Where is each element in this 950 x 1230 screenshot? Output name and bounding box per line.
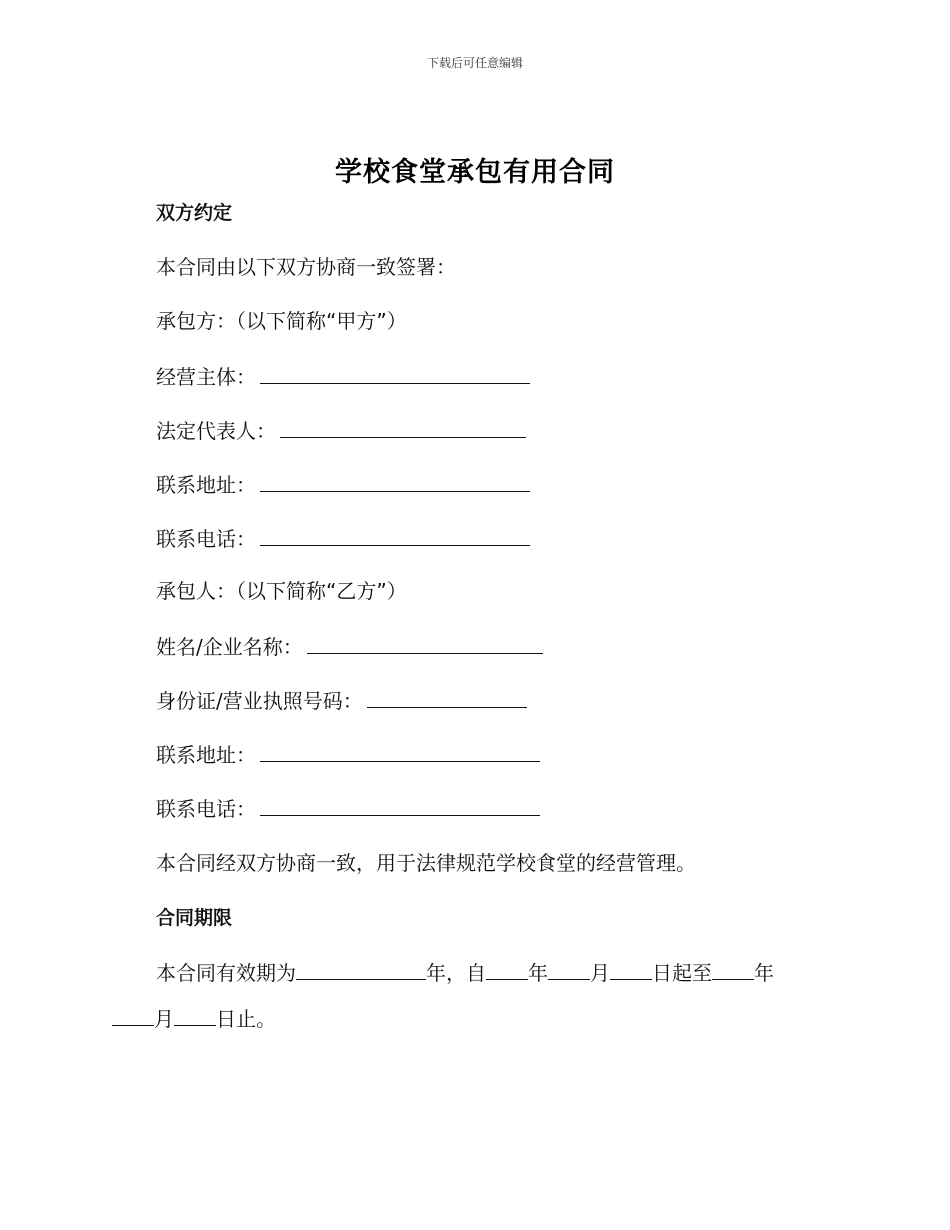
b-phone-field[interactable] (260, 793, 540, 816)
purpose-text: 本合同经双方协商一致，用于法律规范学校食堂的经营管理。 (156, 851, 696, 875)
a-entity-field[interactable] (260, 361, 530, 384)
term-text-p8: 日止。 (216, 1007, 276, 1031)
start-month-field[interactable] (548, 957, 590, 980)
b-address-label: 联系地址： (156, 743, 256, 767)
term-text-p2: 年，自 (426, 961, 486, 985)
a-address-row (156, 469, 530, 499)
start-day-field[interactable] (610, 957, 652, 980)
a-phone-field[interactable] (260, 523, 530, 546)
a-rep-row (156, 415, 526, 445)
section-heading-term: 合同期限 (156, 907, 233, 929)
b-phone-label: 联系电话： (156, 797, 256, 821)
a-entity-row (156, 361, 530, 391)
a-address-field[interactable] (260, 469, 530, 492)
a-rep-label: 法定代表人： (156, 419, 276, 443)
end-month-field[interactable] (112, 1003, 154, 1026)
b-address-field[interactable] (260, 739, 540, 762)
term-text-p5: 日起至 (652, 961, 712, 985)
a-phone-row (156, 523, 530, 553)
a-entity-label: 经营主体： (156, 365, 256, 389)
term-text-p1: 本合同有效期为 (156, 961, 296, 985)
section-heading-parties: 双方约定 (156, 202, 233, 224)
term-row-1 (156, 957, 774, 987)
a-address-label: 联系地址： (156, 473, 256, 497)
b-id-label: 身份证/营业执照号码： (156, 689, 363, 713)
b-name-row (156, 631, 543, 661)
term-duration-field[interactable] (296, 957, 426, 980)
start-year-field[interactable] (486, 957, 528, 980)
party-b-label: 承包人：（以下简称“乙方”） (156, 579, 407, 603)
b-phone-row (156, 793, 540, 823)
term-text-p4: 月 (590, 961, 610, 985)
contract-title: 学校食堂承包有用合同 (335, 157, 615, 188)
a-rep-field[interactable] (280, 415, 526, 438)
intro-text: 本合同由以下双方协商一致签署： (156, 255, 456, 279)
party-a-label: 承包方：（以下简称“甲方”） (156, 309, 407, 333)
term-text-p6: 年 (754, 961, 774, 985)
b-name-label: 姓名/企业名称： (156, 635, 303, 659)
end-day-field[interactable] (174, 1003, 216, 1026)
b-name-field[interactable] (307, 631, 543, 654)
term-text-p7: 月 (154, 1007, 174, 1031)
b-id-row (156, 685, 527, 715)
header-note: 下载后可任意编辑 (426, 56, 523, 70)
a-phone-label: 联系电话： (156, 527, 256, 551)
b-id-field[interactable] (367, 685, 527, 708)
term-text-p3: 年 (528, 961, 548, 985)
b-address-row (156, 739, 540, 769)
term-row-2 (112, 1003, 276, 1033)
end-year-field[interactable] (712, 957, 754, 980)
